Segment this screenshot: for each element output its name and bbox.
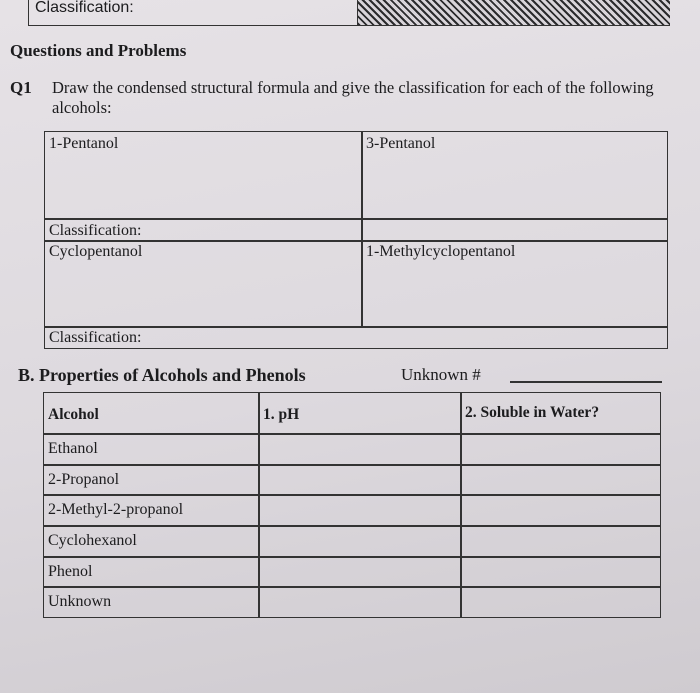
grid-line <box>45 326 667 328</box>
table-row: Cyclohexanol <box>48 532 137 549</box>
unknown-number-blank <box>510 381 662 383</box>
section-heading: Questions and Problems <box>10 41 187 60</box>
properties-table <box>43 392 661 618</box>
row-divider <box>44 525 660 527</box>
table-row: 2-Propanol <box>48 471 120 488</box>
row-divider <box>44 586 660 588</box>
row-divider <box>44 464 660 466</box>
question-text: Draw the condensed structural formula and give the classification for each of the following alcohols: <box>52 78 654 117</box>
classification-label: Classification: <box>49 329 142 346</box>
section-b-heading: B. Properties of Alcohols and Phenols <box>18 365 306 385</box>
top-classification-bar <box>28 0 670 26</box>
table-row: 2-Methyl-2-propanol <box>48 501 184 518</box>
column-divider <box>460 393 462 617</box>
hatched-box <box>357 0 670 25</box>
alcohol-structure-grid <box>44 131 668 349</box>
row-divider <box>44 494 660 496</box>
header-soluble: 2. Soluble in Water? <box>465 404 600 421</box>
unknown-number-label: Unknown # <box>401 365 481 384</box>
table-row: Phenol <box>48 563 93 580</box>
question-number: Q1 <box>10 78 32 97</box>
table-row: Ethanol <box>48 440 98 457</box>
row-divider <box>44 556 660 558</box>
cell-label-3-pentanol: 3-Pentanol <box>366 135 436 152</box>
grid-line <box>45 218 667 220</box>
cell-label-1-methylcyclopentanol: 1-Methylcyclopentanol <box>366 243 516 260</box>
classification-label: Classification: <box>49 222 142 239</box>
grid-divider <box>361 132 363 326</box>
header-ph: 1. pH <box>263 406 300 423</box>
grid-line <box>45 240 667 242</box>
top-classification-label: Classification: <box>35 0 134 16</box>
column-divider <box>258 393 260 617</box>
cell-label-1-pentanol: 1-Pentanol <box>49 135 119 152</box>
cell-label-cyclopentanol: Cyclopentanol <box>49 243 143 260</box>
table-row: Unknown <box>48 593 112 610</box>
header-alcohol: Alcohol <box>48 406 99 423</box>
row-divider <box>44 433 660 435</box>
